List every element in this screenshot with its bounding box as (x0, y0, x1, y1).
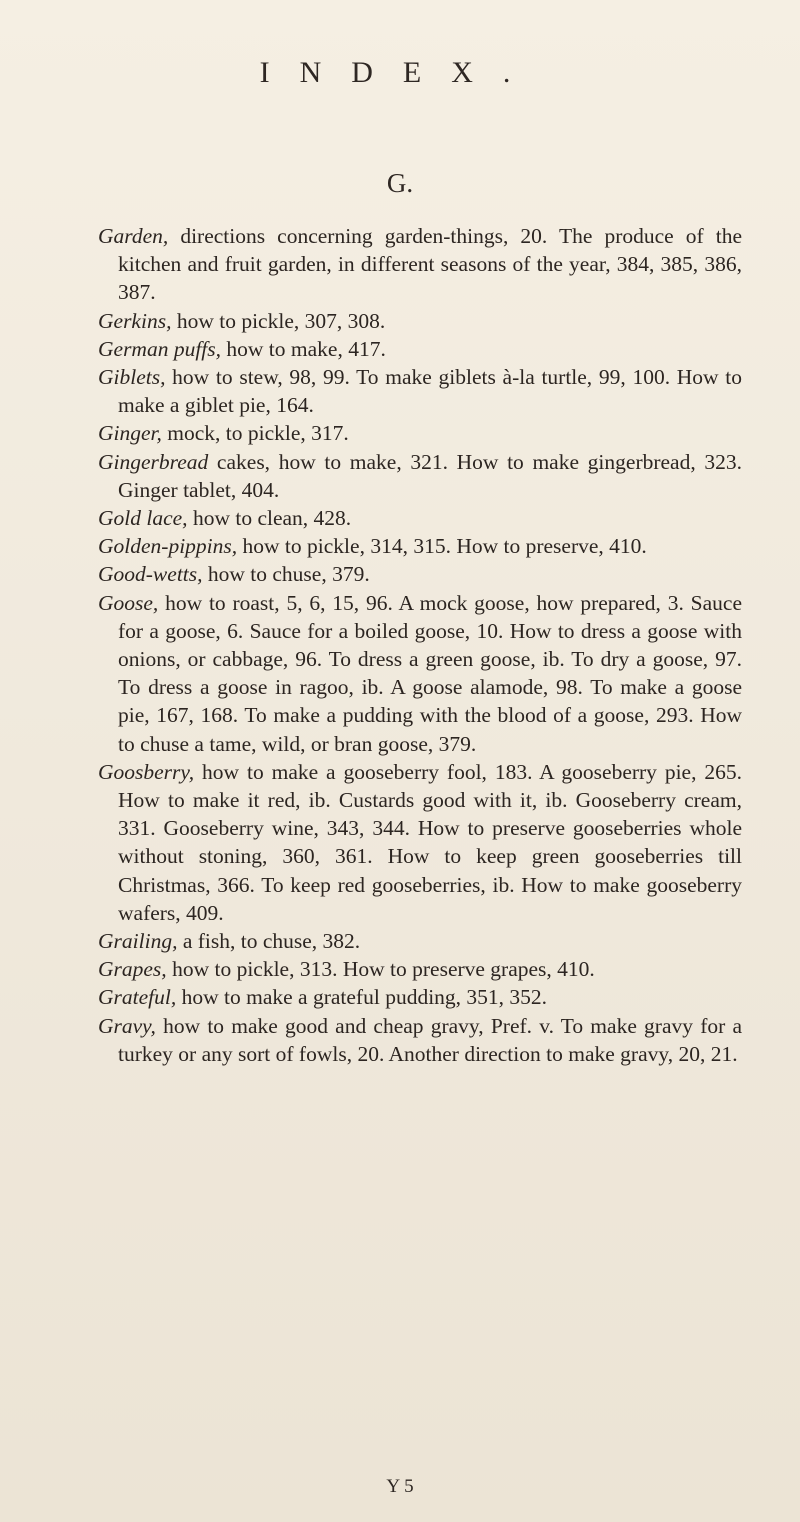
index-entry (98, 532, 742, 560)
entry-head: Gingerbread (98, 449, 209, 474)
entry-text: how to stew, 98, 99. To make giblets à-la turtle, 99, 100. How to make a giblet pie, 164. (118, 365, 742, 418)
entry-head: German puffs, (98, 336, 222, 361)
page-title: INDEX. (259, 56, 541, 89)
index-entry (98, 927, 742, 955)
entry-text: how to make, 417. (221, 336, 386, 361)
entry-head: Grailing, (98, 929, 178, 954)
entry-head: Giblets, (98, 365, 166, 390)
entry-text: how to make good and cheap gravy, Pref. v. To make gravy for a turkey or any sort of fowls, 20. Another direction to make gravy, 20, 21. (118, 1013, 742, 1066)
entry-text: how to roast, 5, 6, 15, 96. A mock goose, how prepared, 3. Sauce for a goose, 6. Sauce for a boiled goose, 10. How to dress a goose with onions, or cabbage, 96. To dress a green goose, ib. To dry a goose, 97. To dress a goose in ragoo, ib. A goose alamode, 98. To make a goose pie, 167, 168. To make a pudding with the blood of a goose, 293. How to chuse a tame, wild, or bran goose, 379. (118, 590, 742, 756)
index-entry (98, 1012, 742, 1068)
section-letter: G. (386, 168, 414, 198)
entry-head: Ginger, (98, 421, 162, 446)
entry-text: how to pickle, 314, 315. How to preserve, 410. (237, 534, 647, 559)
index-entry (98, 504, 742, 532)
entry-head: Good-wetts, (98, 562, 203, 587)
index-entry (98, 589, 742, 758)
index-entry (98, 955, 742, 983)
entry-head: Garden, (98, 224, 169, 248)
index-entry (98, 983, 742, 1011)
index-entry (98, 448, 742, 504)
entry-text: a fish, to chuse, 382. (177, 929, 361, 954)
index-entry (98, 222, 742, 307)
entry-text: how to make a gooseberry fool, 183. A gooseberry pie, 265. How to make it red, ib. Custards good with it, ib. Gooseberry cream, 331. Gooseberry wine, 343, 344. How to preserve gooseberries whole without stoning, 360, 361. How to keep green gooseberries till Christmas, 366. To keep red gooseberries, ib. How to make gooseberry wafers, 409. (118, 759, 742, 925)
entry-text: how to make a grateful pudding, 351, 352. (176, 985, 548, 1010)
entry-text: how to pickle, 313. How to preserve grapes, 410. (166, 957, 595, 982)
entry-head: Goose, (98, 590, 159, 615)
index-entry (98, 560, 742, 588)
index-entry (98, 335, 742, 363)
entry-head: Grapes, (98, 957, 167, 982)
index-entries (98, 222, 742, 1068)
entry-head: Grateful, (98, 985, 177, 1010)
entry-head: Gravy, (98, 1013, 156, 1038)
entry-head: Goosberry, (98, 759, 195, 784)
entry-head: Gold lace, (98, 506, 188, 531)
signature-mark: Y 5 (386, 1476, 414, 1497)
entry-text: mock, to pickle, 317. (161, 421, 349, 446)
entry-text: how to chuse, 379. (202, 562, 370, 587)
index-entry (98, 307, 742, 335)
entry-head: Gerkins, (98, 308, 172, 333)
entry-text: how to pickle, 307, 308. (171, 308, 386, 333)
entry-head: Golden-pippins, (98, 534, 238, 559)
index-entry (98, 758, 742, 927)
index-entry (98, 363, 742, 419)
entry-text: cakes, how to make, 321. How to make gingerbread, 323. Ginger tablet, 404. (118, 449, 742, 502)
entry-text: how to clean, 428. (187, 506, 352, 531)
index-entry (98, 419, 742, 447)
entry-text: directions concerning garden-things, 20. The produce of the kitchen and fruit garden, in different seasons of the year, 384, 385, 386, 387. (118, 224, 742, 305)
